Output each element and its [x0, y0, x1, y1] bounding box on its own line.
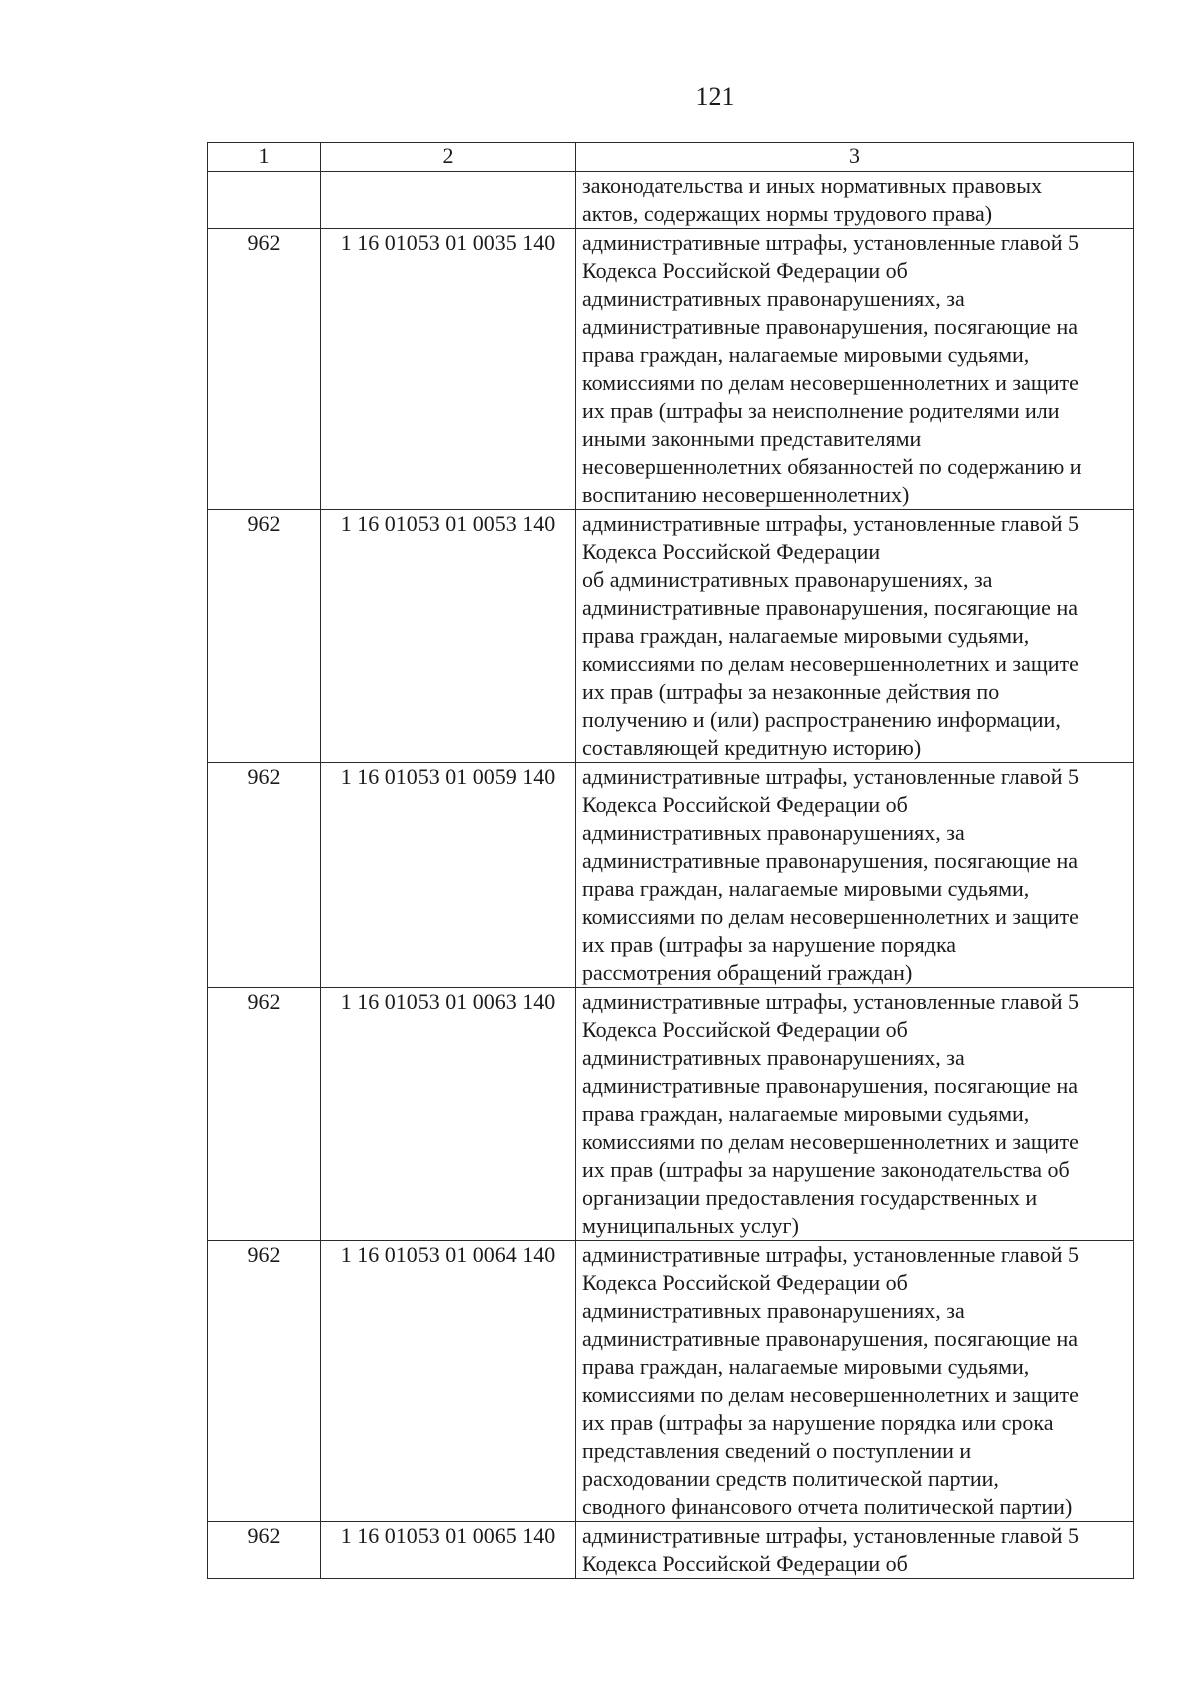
description-line: организации предоставления государственных и — [582, 1185, 1038, 1210]
admin-code-cell: 962 — [208, 1241, 321, 1522]
kbk-code-cell: 1 16 01053 01 0053 140 — [321, 510, 576, 763]
table-row — [208, 1241, 1134, 1522]
table-row — [208, 229, 1134, 510]
continuation-kbk — [321, 172, 576, 229]
table-row — [208, 763, 1134, 988]
kbk-code-cell: 1 16 01053 01 0035 140 — [321, 229, 576, 510]
description-line: несовершеннолетних обязанностей по содержанию и — [582, 454, 1082, 479]
description-line: административные правонарушения, посягающие на — [582, 1326, 1078, 1351]
budget-classification-table — [207, 142, 1134, 1579]
description-line: Кодекса Российской Федерации об — [582, 1551, 908, 1576]
description-line: комиссиями по делам несовершеннолетних и защите — [582, 904, 1079, 929]
table-row — [208, 1522, 1134, 1579]
admin-code-cell: 962 — [208, 510, 321, 763]
description-cell — [576, 988, 1134, 1241]
kbk-code-cell: 1 16 01053 01 0064 140 — [321, 1241, 576, 1522]
kbk-code-cell: 1 16 01053 01 0063 140 — [321, 988, 576, 1241]
description-line: Кодекса Российской Федерации об — [582, 1017, 908, 1042]
description-cell — [576, 1522, 1134, 1579]
description-line: права граждан, налагаемые мировыми судьями, — [582, 1354, 1030, 1379]
description-line: административные штрафы, установленные главой 5 — [582, 1242, 1080, 1267]
table-row — [208, 510, 1134, 763]
description-cell — [576, 510, 1134, 763]
description-line: их прав (штрафы за нарушение порядка или срока — [582, 1410, 1054, 1435]
header-col-1: 1 — [208, 143, 321, 172]
continuation-description — [576, 172, 1134, 229]
description-cell — [576, 763, 1134, 988]
description-line: получению и (или) распространению информации, — [582, 707, 1061, 732]
description-line: их прав (штрафы за неисполнение родителями или — [582, 398, 1060, 423]
description-line: комиссиями по делам несовершеннолетних и защите — [582, 1129, 1079, 1154]
description-line: их прав (штрафы за нарушение законодательства об — [582, 1157, 1070, 1182]
page-number: 121 — [695, 82, 735, 111]
description-line: законодательства и иных нормативных правовых — [582, 173, 1042, 198]
kbk-code-cell: 1 16 01053 01 0065 140 — [321, 1522, 576, 1579]
description-line: административных правонарушениях, за — [582, 820, 965, 845]
description-line: административные штрафы, установленные главой 5 — [582, 989, 1080, 1014]
description-line: комиссиями по делам несовершеннолетних и защите — [582, 370, 1079, 395]
description-line: их прав (штрафы за незаконные действия по — [582, 679, 1000, 704]
admin-code-cell: 962 — [208, 763, 321, 988]
kbk-code-cell: 1 16 01053 01 0059 140 — [321, 763, 576, 988]
description-line: расходовании средств политической партии, — [582, 1466, 999, 1491]
description-line: их прав (штрафы за нарушение порядка — [582, 932, 957, 957]
description-line: комиссиями по делам несовершеннолетних и защите — [582, 651, 1079, 676]
description-line: административные штрафы, установленные главой 5 — [582, 511, 1080, 536]
description-line: воспитанию несовершеннолетних) — [582, 482, 910, 507]
description-line: административных правонарушениях, за — [582, 1045, 965, 1070]
description-line: административные штрафы, установленные главой 5 — [582, 230, 1080, 255]
admin-code-cell: 962 — [208, 988, 321, 1241]
continuation-admin-code — [208, 172, 321, 229]
description-line: Кодекса Российской Федерации об — [582, 258, 908, 283]
description-line: Кодекса Российской Федерации об — [582, 1270, 908, 1295]
table-body — [208, 143, 1134, 1579]
description-line: составляющей кредитную историю) — [582, 735, 922, 760]
description-line: права граждан, налагаемые мировыми судьями, — [582, 623, 1030, 648]
description-line: сводного финансового отчета политической партии) — [582, 1494, 1073, 1519]
description-line: административные правонарушения, посягающие на — [582, 1073, 1078, 1098]
description-line: административные штрафы, установленные главой 5 — [582, 1523, 1080, 1548]
description-cell — [576, 1241, 1134, 1522]
header-col-3: 3 — [576, 143, 1134, 172]
description-line: административных правонарушениях, за — [582, 1298, 965, 1323]
description-line: рассмотрения обращений граждан) — [582, 960, 913, 985]
description-line: административные правонарушения, посягающие на — [582, 848, 1078, 873]
description-line: административные правонарушения, посягающие на — [582, 314, 1078, 339]
description-line: об административных правонарушениях, за — [582, 567, 993, 592]
table-header-row — [208, 143, 1134, 172]
description-line: административные правонарушения, посягающие на — [582, 595, 1078, 620]
description-line: иными законными представителями — [582, 426, 922, 451]
description-line: актов, содержащих нормы трудового права) — [582, 201, 993, 226]
description-line: комиссиями по делам несовершеннолетних и защите — [582, 1382, 1079, 1407]
table-row — [208, 988, 1134, 1241]
description-line: административные штрафы, установленные главой 5 — [582, 764, 1080, 789]
continuation-row — [208, 172, 1134, 229]
description-line: административных правонарушениях, за — [582, 286, 965, 311]
admin-code-cell: 962 — [208, 229, 321, 510]
admin-code-cell: 962 — [208, 1522, 321, 1579]
description-line: права граждан, налагаемые мировыми судьями, — [582, 876, 1030, 901]
description-line: Кодекса Российской Федерации — [582, 539, 881, 564]
description-line: представления сведений о поступлении и — [582, 1438, 972, 1463]
description-line: права граждан, налагаемые мировыми судьями, — [582, 342, 1030, 367]
description-line: муниципальных услуг) — [582, 1213, 799, 1238]
header-col-2: 2 — [321, 143, 576, 172]
description-line: Кодекса Российской Федерации об — [582, 792, 908, 817]
description-cell — [576, 229, 1134, 510]
description-line: права граждан, налагаемые мировыми судьями, — [582, 1101, 1030, 1126]
